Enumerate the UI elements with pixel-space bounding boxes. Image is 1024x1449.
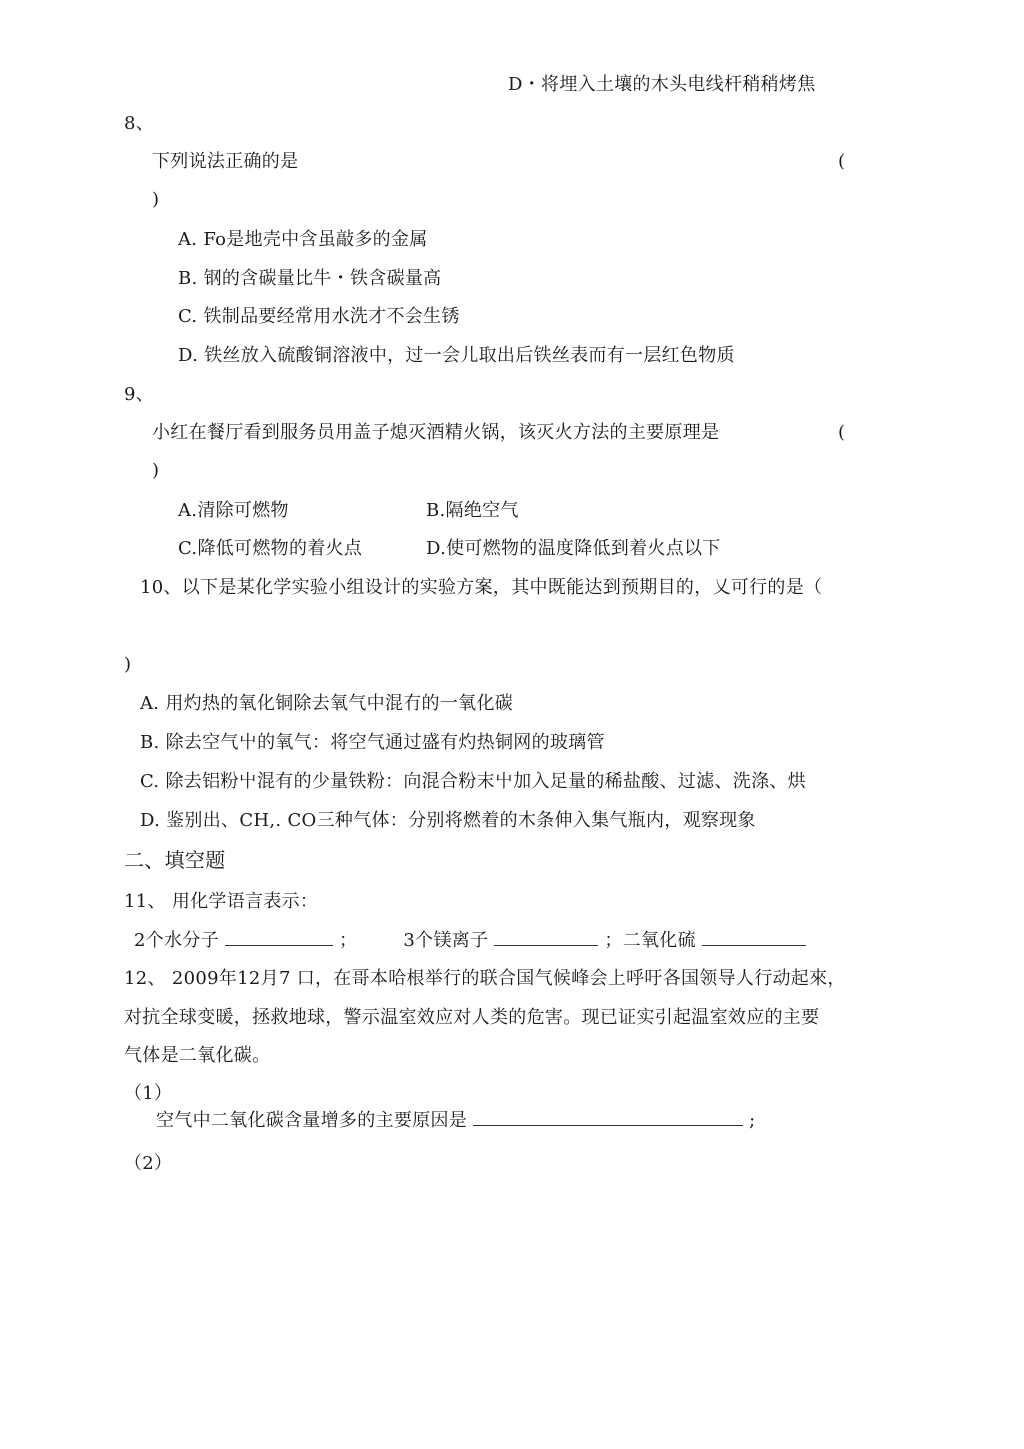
q9-number: 9、 — [124, 384, 155, 405]
q11-blank1[interactable] — [225, 929, 333, 946]
q12-line3: 气体是二氧化碳。 — [124, 1045, 271, 1066]
q8-stem: 下列说法正确的是 — [152, 151, 299, 172]
q8-option-b: B. 钢的含碳量比牛・铁含碳量高 — [178, 268, 442, 289]
q12-sub1-end: ; — [749, 1110, 756, 1131]
q8-paren-close: ) — [152, 189, 160, 210]
q10-option-a: A. 用灼热的氧化铜除去氧气中混冇的一氧化碳 — [140, 693, 514, 714]
q8-option-a: A. Fo是地壳中含虽敲多的金属 — [178, 229, 428, 250]
q10-option-d: D. 鉴别出、CH,. CO三种气体：分别将燃着的木条伸入集气瓶内，观察现象 — [140, 810, 756, 831]
q11-blank3[interactable] — [702, 929, 806, 946]
q7-option-d: D・将埋入土壤的木头电线杆稍稍烤焦 — [508, 74, 816, 95]
q8-paren-open: ( — [838, 151, 846, 172]
q11-stem: 11、 用化学语言表示： — [124, 891, 319, 912]
q9-paren-open: ( — [838, 422, 846, 443]
q9-paren-close: ) — [152, 460, 160, 481]
q8-number: 8、 — [124, 113, 155, 134]
section-title: 二、填空题 — [124, 848, 226, 872]
q8-option-c: C. 铁制品要经常用水洗才不会生锈 — [178, 306, 460, 327]
q9-option-d: D.使可燃物的温度降低到着火点以下 — [426, 538, 721, 559]
q12-sub2-label: （2） — [124, 1153, 173, 1174]
q9-option-a: A.清除可燃物 — [178, 500, 289, 521]
q11-item3: ；二氧化硫 — [604, 930, 696, 951]
q10-option-c: C. 除去铝粉屮混有的少量铁粉：向混合粉末屮加入足量的稀盐酸、过滤、洗涤、烘 — [140, 771, 806, 792]
q10-paren-close: ) — [124, 654, 132, 675]
q9-option-b: B.隔绝空气 — [426, 500, 519, 521]
q11-answers — [134, 929, 806, 952]
q12-sub1-text: 空气中二氧化碳含量增多的主要原因是 — [156, 1110, 468, 1131]
q12-sub1-blank[interactable] — [473, 1109, 743, 1126]
q11-item1: 2个水分子 — [134, 930, 219, 951]
q12-line1: 12、 2009年12月7 口，在哥本哈根举行的联合国气候峰会上呼吁各国领导人行动起來， — [124, 968, 846, 989]
q12-sub1 — [156, 1109, 756, 1132]
q8-option-d: D. 铁丝放入硫酸铜溶液中，过一会儿取出后铁丝表而有一层红色物质 — [178, 345, 735, 366]
q11-item2: 3个镁离子 — [403, 930, 489, 951]
q10-option-b: B. 除去空气屮的氧气：将空气通过盛有灼热铜网的玻璃管 — [140, 732, 605, 753]
q11-sep1: ； — [339, 930, 358, 951]
q11-blank2[interactable] — [494, 929, 598, 946]
q9-option-c: C.降低可燃物的着火点 — [178, 538, 363, 559]
q10-stem: 10、以下是某化学实验小组设计的实验方案，其中既能达到预期目的，乂可行的是（ — [140, 577, 823, 598]
q12-line2: 对抗全球变暖，拯救地球，警示温室效应对人类的危害。现已证实引起温室效应的主要 — [124, 1007, 820, 1028]
q9-stem: 小红在餐厅看到服务员用盖子熄灭酒精火锅，该灭火方法的主要原理是 — [152, 422, 720, 443]
q12-sub1-label: （1） — [124, 1083, 173, 1104]
